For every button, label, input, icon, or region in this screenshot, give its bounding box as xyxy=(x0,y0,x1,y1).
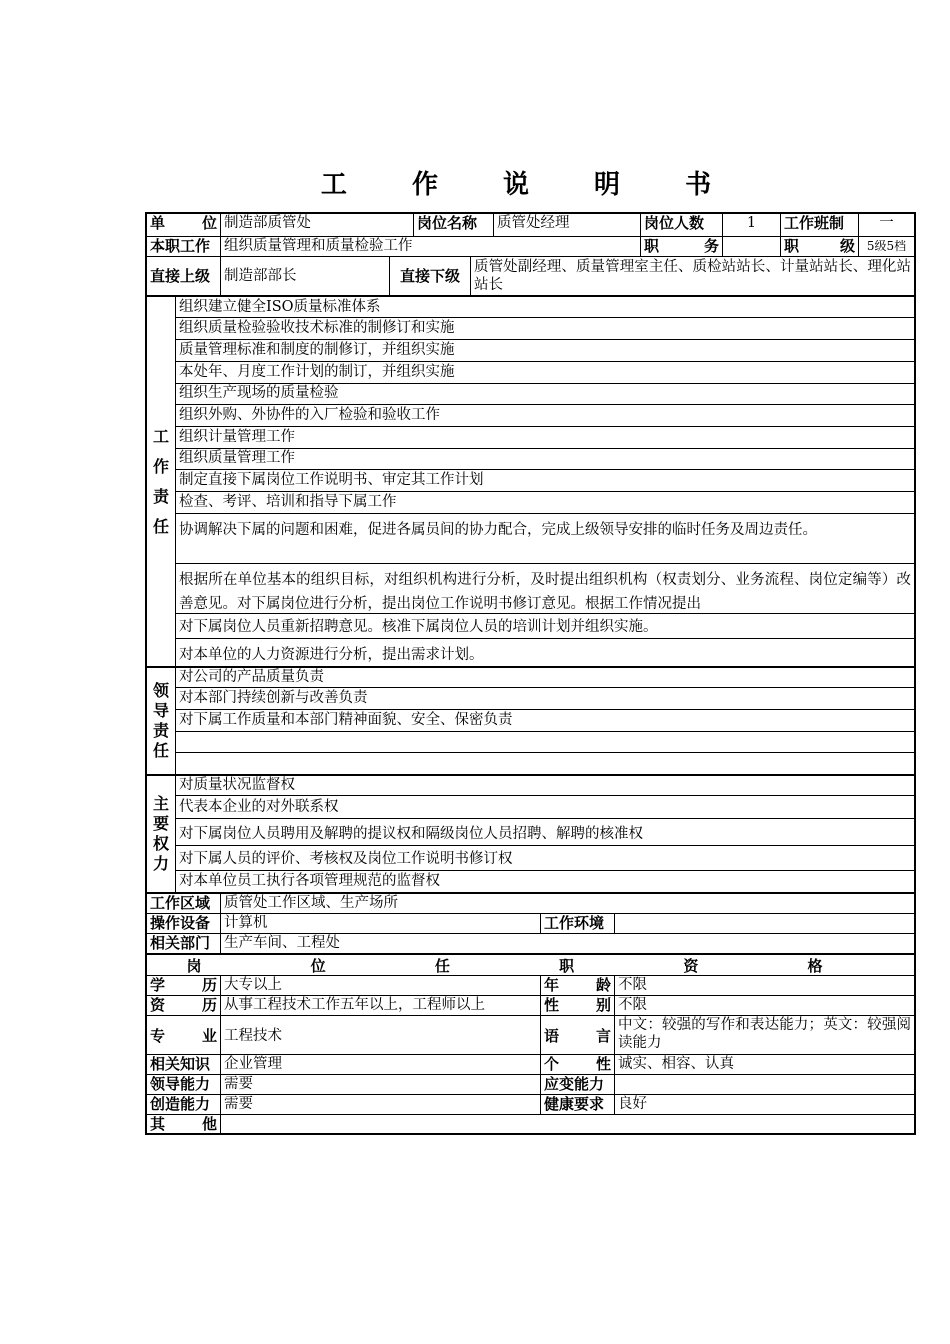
leadership-label-char: 任 xyxy=(152,741,169,760)
responsibility-item: 对本单位的人力资源进行分析，提出需求计划。 xyxy=(175,638,914,666)
duty-value xyxy=(722,236,780,256)
authority-label xyxy=(147,774,175,892)
knowledge-label: 相关知识 xyxy=(147,1054,220,1074)
responsibility-item: 检查、考评、培训和指导下属工作 xyxy=(175,491,914,513)
responsibility-item: 组织外购、外协件的入厂检验和验收工作 xyxy=(175,404,914,426)
adaptability-label: 应变能力 xyxy=(540,1074,614,1094)
language-label: 语 言 xyxy=(540,1015,614,1054)
authority-item: 对下属岗位人员聘用及解聘的提议权和隔级岗位人员招聘、解聘的核准权 xyxy=(175,818,914,845)
leadership-item: 对下属工作质量和本部门精神面貌、安全、保密负责 xyxy=(175,709,914,731)
post-name-label: 岗位名称 xyxy=(413,214,493,236)
authority-item: 对质量状况监督权 xyxy=(175,774,914,795)
leadership-ability-value: 需要 xyxy=(220,1074,540,1094)
area-value: 质管处工作区域、生产场所 xyxy=(220,892,914,913)
authority-item: 对下属人员的评价、考核权及岗位工作说明书修订权 xyxy=(175,845,914,870)
leadership-item: 对公司的产品质量负责 xyxy=(175,666,914,687)
age-label: 年 龄 xyxy=(540,975,614,995)
leadership-label-char: 领 xyxy=(152,681,169,700)
superior-label: 直接上级 xyxy=(147,256,220,295)
responsibility-label-char: 作 xyxy=(152,456,169,476)
authority-label-char: 力 xyxy=(152,854,169,873)
leadership-item xyxy=(175,731,914,752)
responsibility-item: 组织建立健全ISO质量标准体系 xyxy=(175,295,914,317)
responsibility-item: 质量管理标准和制度的制修订，并组织实施 xyxy=(175,339,914,361)
health-label: 健康要求 xyxy=(540,1094,614,1114)
post-name-value: 质管处经理 xyxy=(493,214,640,236)
shift-label: 工作班制 xyxy=(780,214,858,236)
environment-label: 工作环境 xyxy=(540,913,614,933)
major-value: 工程技术 xyxy=(220,1015,540,1054)
equip-value: 计算机 xyxy=(220,913,540,933)
leadership-label xyxy=(147,666,175,774)
grade-value: 5级5档 xyxy=(858,236,914,256)
personality-label: 个 性 xyxy=(540,1054,614,1074)
authority-item: 对本单位员工执行各项管理规范的监督权 xyxy=(175,870,914,892)
responsibility-label xyxy=(147,295,175,666)
superior-value: 制造部部长 xyxy=(220,256,389,295)
authority-label-char: 权 xyxy=(152,834,169,853)
leadership-item xyxy=(175,752,914,774)
other-label: 其 他 xyxy=(147,1114,220,1133)
qualification-header: 岗 位 任 职 资 格 xyxy=(147,953,914,975)
responsibility-item: 组织质量管理工作 xyxy=(175,448,914,469)
duty-label: 职 务 xyxy=(640,236,722,256)
creativity-value: 需要 xyxy=(220,1094,540,1114)
shift-value: 一 xyxy=(858,214,914,236)
major-label: 专 业 xyxy=(147,1015,220,1054)
area-label: 工作区域 xyxy=(147,892,220,913)
language-value: 中文：较强的写作和表达能力；英文：较强阅读能力 xyxy=(614,1015,914,1054)
equip-label: 操作设备 xyxy=(147,913,220,933)
responsibility-item: 对下属岗位人员重新招聘意见。核准下属岗位人员的培训计划并组织实施。 xyxy=(175,613,914,638)
unit-label: 单 位 xyxy=(150,214,217,232)
education-label: 学 历 xyxy=(147,975,220,995)
personality-value: 诚实、相容、认真 xyxy=(614,1054,914,1074)
leadership-label-char: 导 xyxy=(152,701,169,720)
adaptability-value xyxy=(614,1074,914,1094)
creativity-label: 创造能力 xyxy=(147,1094,220,1114)
gender-label: 性 别 xyxy=(540,995,614,1015)
leadership-ability-label: 领导能力 xyxy=(147,1074,220,1094)
responsibility-item: 制定直接下属岗位工作说明书、审定其工作计划 xyxy=(175,469,914,491)
authority-label-char: 要 xyxy=(152,814,169,833)
leadership-item: 对本部门持续创新与改善负责 xyxy=(175,687,914,709)
education-value: 大专以上 xyxy=(220,975,540,995)
subordinate-label: 直接下级 xyxy=(389,256,470,295)
gender-value: 不限 xyxy=(614,995,914,1015)
responsibility-label-char: 任 xyxy=(152,516,169,536)
age-value: 不限 xyxy=(614,975,914,995)
other-value xyxy=(220,1114,914,1133)
post-count-value: 1 xyxy=(722,214,780,236)
responsibility-item: 根据所在单位基本的组织目标，对组织机构进行分析，及时提出组织机构（权责划分、业务流程、岗位定编等）改善意见。对下属岗位进行分析，提出岗位工作说明书修订意见。根据工作情况提出 xyxy=(175,563,914,613)
work-value: 组织质量管理和质量检验工作 xyxy=(220,236,640,256)
authority-item: 代表本企业的对外联系权 xyxy=(175,795,914,818)
job-description-table xyxy=(145,212,916,1135)
dept-value: 生产车间、工程处 xyxy=(220,933,914,953)
document-title: 工 作 说 明 书 xyxy=(320,170,740,200)
responsibility-item: 本处年、月度工作计划的制订，并组织实施 xyxy=(175,361,914,383)
grade-label: 职 级 xyxy=(780,236,858,256)
responsibility-item: 组织计量管理工作 xyxy=(175,426,914,448)
responsibility-label-char: 责 xyxy=(152,486,169,506)
dept-label: 相关部门 xyxy=(147,933,220,953)
responsibility-label-char: 工 xyxy=(152,426,169,446)
experience-value: 从事工程技术工作五年以上，工程师以上 xyxy=(220,995,540,1015)
leadership-label-char: 责 xyxy=(152,721,169,740)
subordinate-value: 质管处副经理、质量管理室主任、质检站站长、计量站站长、理化站站长 xyxy=(470,256,914,295)
responsibility-item: 协调解决下属的问题和困难，促进各属员间的协力配合，完成上级领导安排的临时任务及周边责任。 xyxy=(175,513,914,563)
knowledge-value: 企业管理 xyxy=(220,1054,540,1074)
post-count-label: 岗位人数 xyxy=(640,214,722,236)
environment-value xyxy=(614,913,914,933)
work-label: 本职工作 xyxy=(147,236,220,256)
authority-label-char: 主 xyxy=(152,794,169,813)
experience-label: 资 历 xyxy=(147,995,220,1015)
health-value: 良好 xyxy=(614,1094,914,1114)
responsibility-item: 组织生产现场的质量检验 xyxy=(175,383,914,404)
unit-value: 制造部质管处 xyxy=(220,214,413,236)
responsibility-item: 组织质量检验验收技术标准的制修订和实施 xyxy=(175,317,914,339)
